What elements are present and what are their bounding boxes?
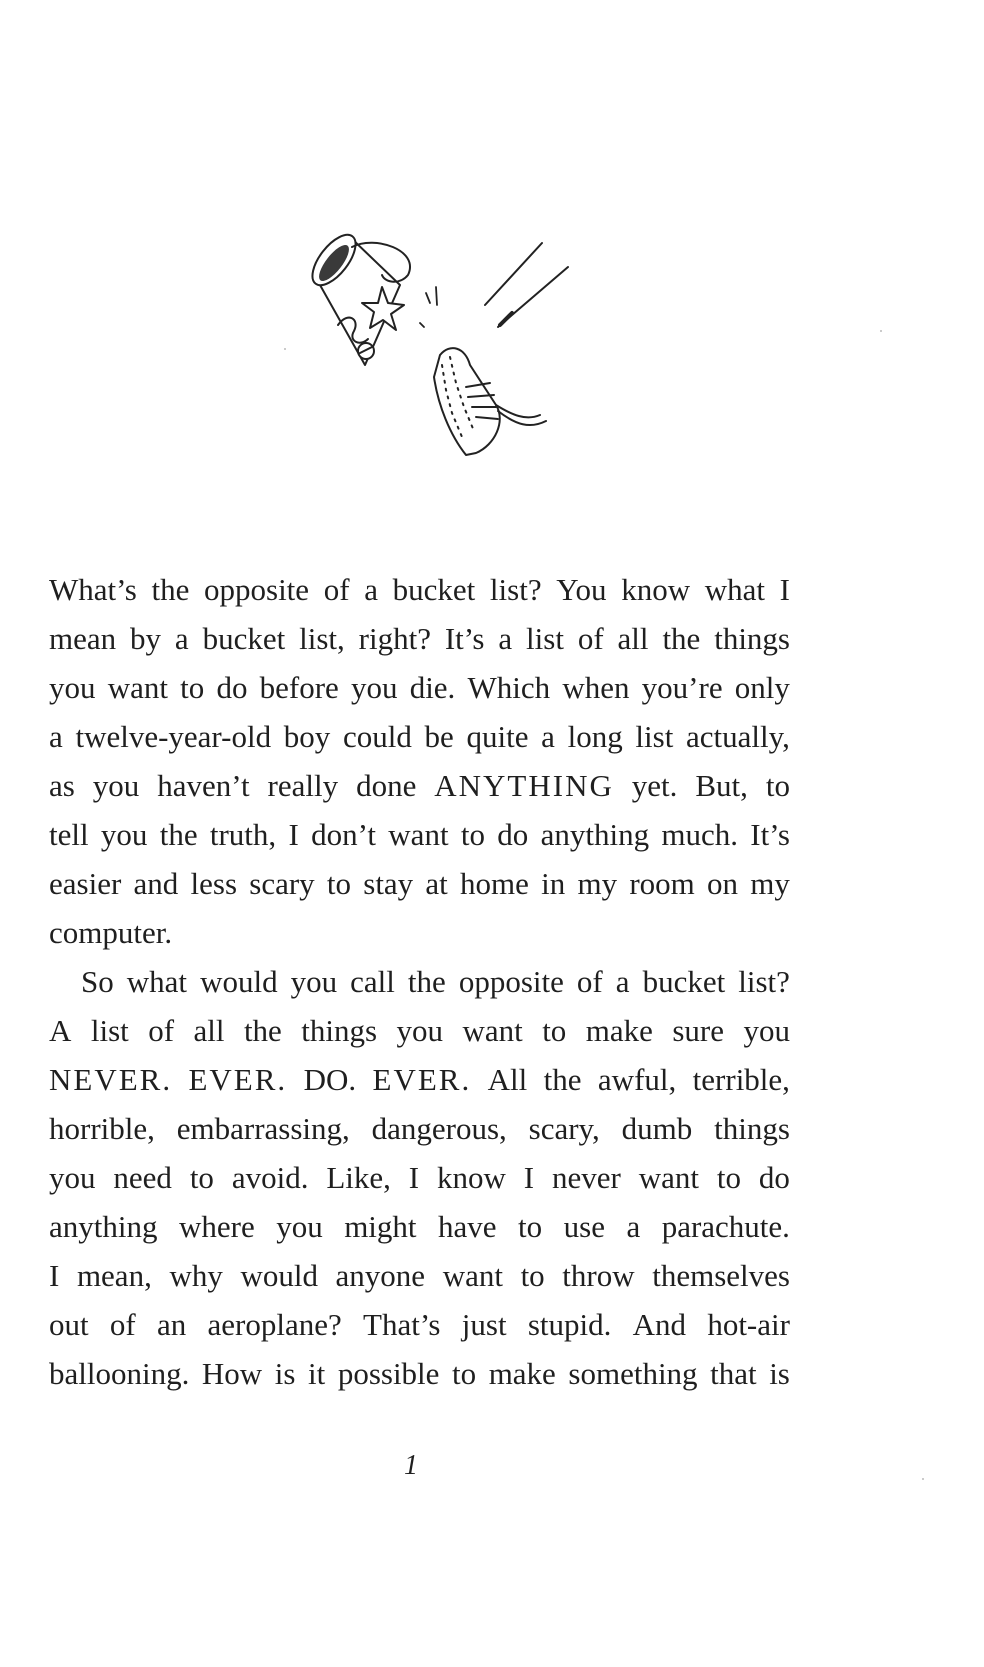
text-line: as you haven’t really done ANYTHING yet. But, to	[49, 768, 790, 803]
shoe-icon	[434, 243, 568, 455]
text-line: you need to avoid. Like, I know I never want to do	[49, 1160, 790, 1195]
text-line: ballooning. How is it possible to make something that is	[49, 1356, 790, 1391]
text-line: tell you the truth, I don’t want to do anything much. It’s	[49, 817, 790, 852]
text-line: NEVER. EVER. DO. EVER. All the awful, terrible,	[49, 1062, 790, 1097]
text-line: out of an aeroplane? That’s just stupid. And hot-air	[49, 1307, 790, 1342]
text-line: What’s the opposite of a bucket list? You know what I	[49, 572, 790, 607]
bucket-icon	[304, 228, 410, 365]
text-line: I mean, why would anyone want to throw themselves	[49, 1258, 790, 1293]
text-line: anything where you might have to use a parachute.	[49, 1209, 790, 1244]
text-line: you want to do before you die. Which when you’re only	[49, 670, 790, 705]
text-line: a twelve-year-old boy could be quite a long list actually,	[49, 719, 790, 754]
page-number: 1	[404, 1450, 418, 1481]
paper-speck	[880, 330, 882, 332]
paper-speck	[922, 1478, 924, 1480]
text-line: mean by a bucket list, right? It’s a list of all the things	[49, 621, 790, 656]
motion-lines	[420, 287, 437, 327]
text-line: easier and less scary to stay at home in my room on my	[49, 866, 790, 901]
paragraph-2	[49, 957, 790, 1398]
text-line: A list of all the things you want to make sure you	[49, 1013, 790, 1048]
text-line: horrible, embarrassing, dangerous, scary, dumb things	[49, 1111, 790, 1146]
text-line: So what would you call the opposite of a bucket list?	[81, 964, 790, 999]
paper-speck	[284, 348, 286, 350]
bucket-and-shoe-illustration	[290, 215, 590, 490]
text-line: computer.	[49, 915, 173, 950]
paragraph-1	[49, 565, 790, 957]
body-text	[49, 565, 790, 1398]
